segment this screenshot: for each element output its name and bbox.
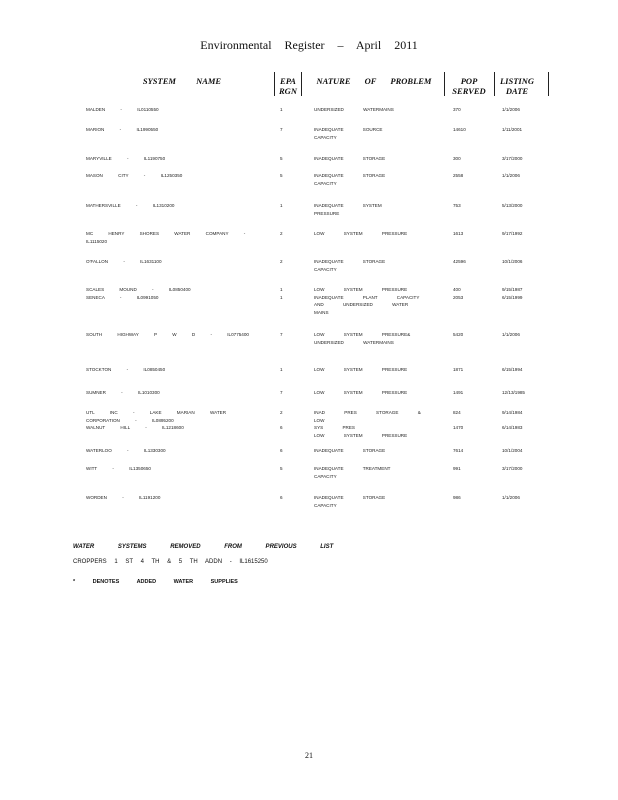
column-header-system-name: SYSTEM NAME	[142, 76, 222, 86]
listing-date-cell: 1/1/2006	[502, 173, 520, 178]
column-header-nature: NATURE OF PROBLEM	[316, 76, 432, 86]
nature-of-problem-cell: LOW SYSTEM PRESSURE INADEQUATE PLANT CAPACITY AND UNDERSIZED WATER MAINS	[314, 287, 420, 315]
epa-rgn-cell: 7	[280, 390, 283, 395]
epa-rgn-cell: 1	[280, 367, 283, 372]
nature-of-problem-cell: INADEQUATE TREATMENT CAPACITY	[314, 466, 391, 479]
column-header-epa-rgn: EPA RGN	[279, 76, 297, 96]
page-number: 21	[305, 751, 313, 760]
epa-rgn-cell: 6	[280, 448, 283, 453]
nature-of-problem-cell: LOW SYSTEM PRESSURE& UNDERSIZED WATERMAINS	[314, 332, 411, 345]
listing-date-cell: 6/15/1994	[502, 367, 523, 372]
nature-of-problem-cell: INADEQUATE STORAGE CAPACITY	[314, 495, 386, 508]
system-name-cell: MALDEN - IL0110550	[86, 107, 159, 112]
system-name-cell: MASON CITY - IL1250350	[86, 173, 183, 178]
removed-entry: CROPPERS 1 ST 4 TH & 5 TH ADDN - IL1615250	[73, 559, 268, 565]
epa-rgn-cell: 1 1	[280, 287, 283, 300]
nature-of-problem-cell: INADEQUATE STORAGE	[314, 448, 386, 453]
listing-date-cell: 12/13/1985	[502, 390, 525, 395]
pop-served-cell: 7614	[453, 448, 464, 453]
pop-served-cell: 1871	[453, 367, 464, 372]
system-name-cell: MARYVILLE - IL1190750	[86, 156, 166, 161]
system-name-cell: O'FALLON - IL1631100	[86, 259, 162, 264]
listing-date-cell: 1/1/2006	[502, 332, 520, 337]
system-name-cell: WITT - IL1350650	[86, 466, 151, 471]
system-name-cell: MATHERSVILLE - IL1310200	[86, 203, 175, 208]
system-name-cell: WATERLOO - IL1330300	[86, 448, 166, 453]
epa-rgn-cell: 6	[280, 495, 283, 500]
removed-section-title: WATER SYSTEMS REMOVED FROM PREVIOUS LIST	[73, 544, 334, 550]
column-header-pop-served: POP SERVED	[452, 76, 486, 96]
nature-of-problem-cell: LOW SYSTEM PRESSURE	[314, 390, 408, 395]
epa-rgn-cell: 5	[280, 156, 283, 161]
pop-served-cell: 300	[453, 156, 461, 161]
pop-served-cell: 1613	[453, 231, 464, 236]
footnote: * DENOTES ADDED WATER SUPPLIES	[73, 579, 238, 585]
system-name-cell: SOUTH HIGHWAY P W D - IL0775400	[86, 332, 249, 337]
pop-served-cell: 42596	[453, 259, 466, 264]
nature-of-problem-cell: INADEQUATE STORAGE CAPACITY	[314, 173, 386, 186]
nature-of-problem-cell: UNDERSIZED WATERMAINS	[314, 107, 394, 112]
pop-served-cell: 986	[453, 495, 461, 500]
nature-of-problem-cell: INADEQUATE SOURCE CAPACITY	[314, 127, 383, 140]
system-name-cell: MC HENRY SHORES WATER COMPANY - IL1115020	[86, 231, 246, 244]
page-title: Environmental Register – April 2011	[200, 38, 418, 52]
pop-served-cell: 1491	[453, 390, 464, 395]
epa-rgn-cell: 1	[280, 203, 283, 208]
epa-rgn-cell: 1	[280, 107, 283, 112]
nature-of-problem-cell: LOW SYSTEM PRESSURE	[314, 367, 408, 372]
system-name-cell: UTL INC - LAKE MARIAN WATER CORPORATION - IL0895200 WALNUT HILL - IL1218600	[86, 410, 227, 430]
listing-date-cell: 1/11/2001	[502, 127, 523, 132]
epa-rgn-cell: 2	[280, 231, 283, 236]
listing-date-cell: 5/13/2000	[502, 203, 523, 208]
listing-date-cell: 9/17/1992	[502, 231, 523, 236]
pop-served-cell: 753	[453, 203, 461, 208]
listing-date-cell: 9/15/1987 6/15/1999	[502, 287, 523, 300]
column-divider	[444, 72, 445, 96]
listing-date-cell: 10/1/2004	[502, 448, 523, 453]
epa-rgn-cell: 5	[280, 173, 283, 178]
epa-rgn-cell: 5	[280, 466, 283, 471]
system-name-cell: SCALES MOUND - IL0850400 SENECA - IL0991050	[86, 287, 191, 300]
listing-date-cell: 10/1/2006	[502, 259, 523, 264]
listing-date-cell: 3/17/2000	[502, 466, 523, 471]
nature-of-problem-cell: INADEQUATE STORAGE CAPACITY	[314, 259, 386, 272]
column-divider	[274, 72, 275, 96]
system-name-cell: STOCKTON - IL0850450	[86, 367, 166, 372]
nature-of-problem-cell: LOW SYSTEM PRESSURE	[314, 231, 408, 236]
pop-served-cell: 991	[453, 466, 461, 471]
pop-served-cell: 824 1470	[453, 410, 464, 430]
pop-served-cell: 400 2053	[453, 287, 464, 300]
column-header-listing-date: LISTING DATE	[499, 76, 534, 96]
column-divider	[494, 72, 495, 96]
nature-of-problem-cell: INAD PRES STORAGE & LOW SYS PRES LOW SYSTEM PRESSURE	[314, 410, 421, 438]
nature-of-problem-cell: INADEQUATE SYSTEM PRESSURE	[314, 203, 382, 216]
listing-date-cell: 1/1/2006	[502, 495, 520, 500]
column-divider	[548, 72, 549, 96]
listing-date-cell: 9/14/1984 6/14/1983	[502, 410, 523, 430]
pop-served-cell: 370	[453, 107, 461, 112]
epa-rgn-cell: 7	[280, 127, 283, 132]
pop-served-cell: 5420	[453, 332, 464, 337]
system-name-cell: MARION - IL1990550	[86, 127, 159, 132]
system-name-cell: WORDEN - IL1191200	[86, 495, 161, 500]
pop-served-cell: 2558	[453, 173, 464, 178]
epa-rgn-cell: 2	[280, 259, 283, 264]
column-divider	[301, 72, 302, 96]
pop-served-cell: 14610	[453, 127, 466, 132]
system-name-cell: SUMNER - IL1010300	[86, 390, 160, 395]
nature-of-problem-cell: INADEQUATE STORAGE	[314, 156, 386, 161]
epa-rgn-cell: 7	[280, 332, 283, 337]
listing-date-cell: 1/1/2006	[502, 107, 520, 112]
listing-date-cell: 3/17/2000	[502, 156, 523, 161]
epa-rgn-cell: 2 6	[280, 410, 283, 430]
